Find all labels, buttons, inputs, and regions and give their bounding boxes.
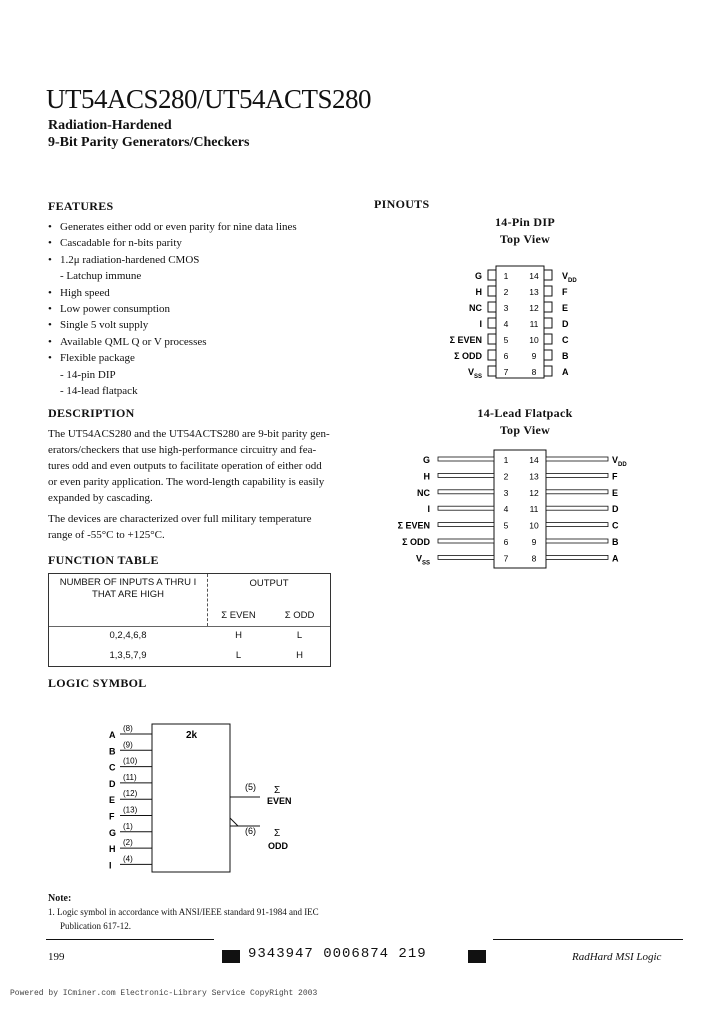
flat-right-lead [546,506,608,510]
pin-label: NC [417,487,430,498]
feature-item: • Generates either odd or even parity for nine data lines [48,219,348,235]
dip-pin-number: 13 [529,287,539,297]
dip-pin-number: 9 [531,351,537,361]
pinouts-heading: PINOUTS [374,197,430,211]
bullet: • [48,352,52,365]
input-name: E [109,795,116,806]
bullet: • [48,303,52,316]
barcode-block-left [222,950,240,963]
dip-pin-number: 2 [503,287,509,297]
flat-pin-number: 14 [529,455,539,465]
pin-label: G [474,271,482,281]
pin-label: Σ EVEN [449,335,482,345]
pin-label: A [562,367,569,377]
logic-symbol-heading: LOGIC SYMBOL [48,676,147,690]
flat-left-lead [438,506,494,510]
function-table [48,573,331,667]
input-name: I [109,860,112,871]
pin-label: E [612,487,619,498]
bullet: • [48,335,52,348]
dip-pins [450,270,578,380]
flat-left-lead [438,490,494,494]
input-name: C [109,762,116,773]
feature-item: • Available QML Q or V processes [48,334,348,350]
flatpack-pins [398,455,628,566]
flat-left-lead [438,555,494,559]
flat-left-lead [438,539,494,543]
pin-label: $V_{SS}$ [467,367,482,380]
flat-right-lead [546,523,608,527]
description-line: erators/checkers that use high-performance circuitry and fea- [48,444,317,456]
pin-label: C [612,520,619,531]
odd-output-label: ODD [268,841,288,851]
logic-symbol-diagram [100,718,310,880]
input-pin-number: (13) [123,805,138,815]
feature-item: - Latchup immune [60,270,142,283]
dip-right-pin-stub [544,270,552,280]
feature-item: • 1.2μ radiation-hardened CMOS [48,252,348,268]
dip-pin-number: 8 [531,367,537,377]
dip-right-pin-stub [544,286,552,296]
pin-label: B [562,351,569,361]
input-pin-number: (2) [123,838,133,848]
table-row-2-even: L [235,650,242,661]
flatpack-title: 14-Lead Flatpack Top View [477,406,573,437]
bullet: • [48,253,52,266]
flat-pin-number: 11 [529,504,539,515]
dip-pin-number: 14 [529,271,539,281]
dip-pin-number: 1 [503,271,509,281]
footer-credit: Powered by ICminer.com Electronic-Library Service CopyRight 2003 [10,989,318,998]
function-table-heading: FUNCTION TABLE [48,553,159,567]
dip-left-pin-stub [488,350,496,360]
dip-title: 14-Pin DIP Top View [495,215,555,246]
input-pin-number: (11) [123,772,137,782]
dip-pin-number: 5 [503,335,509,345]
even-output-label: EVEN [267,796,292,806]
page-number: 199 [48,951,65,963]
bullet: • [48,286,52,299]
input-name: H [109,844,116,855]
feature-item: • Single 5 volt supply [48,317,348,333]
input-pin-number: (9) [123,740,133,750]
bullet: • [48,319,52,332]
flat-pin-number: 6 [503,537,509,547]
pin-label: D [562,319,569,329]
feature-item: • Flexible package [48,350,348,366]
logic-block-label: 2k [186,730,198,741]
description-line: expanded by cascading. [48,492,153,504]
pin-label: $V_{DD}$ [562,271,577,284]
flat-pin-number: 12 [529,487,539,498]
dip-right-pin-stub [544,350,552,360]
footer-section-title: RadHard MSI Logic [572,951,662,963]
pin-label: E [562,303,569,313]
flat-pin-number: 1 [503,455,509,465]
feature-item: • Low power consumption [48,301,348,317]
pin-label: A [612,553,619,564]
pin-label: B [612,537,619,547]
flat-pin-number: 9 [531,537,537,547]
dip-pin-number: 4 [503,319,509,329]
table-rule [49,626,330,627]
dip-left-pin-stub [488,318,496,328]
note-text: 1. Logic symbol in accordance with ANSI/IEEE standard 91-1984 and IEC Publication 617-12. [48,907,319,931]
pin-label: I [479,319,482,329]
even-output-sigma: Σ [274,785,281,796]
flat-pin-number: 10 [529,520,539,531]
table-row-1-even: H [235,630,242,641]
dip-pin-number: 6 [503,351,509,361]
flat-left-lead [438,473,494,477]
input-pin-number: (4) [123,854,133,864]
pin-label: Σ ODD [402,537,430,547]
description-line: The UT54ACS280 and the UT54ACTS280 are 9-bit parity gen- [48,428,330,440]
function-table-output-header: OUTPUT [249,578,289,589]
pin-label: $V_{SS}$ [415,553,430,567]
flat-pin-number: 7 [503,553,509,564]
flat-pin-number: 3 [503,487,509,498]
flat-pin-number: 8 [531,553,537,564]
subtitle-line-2: 9-Bit Parity Generators/Checkers [48,135,250,150]
logic-block [152,724,230,872]
pin-label: G [422,455,430,465]
input-name: B [109,746,116,757]
flat-left-lead [438,523,494,527]
pin-label: $V_{DD}$ [612,455,627,468]
dip-package-diagram [420,262,600,382]
table-row-1-odd: L [296,630,303,641]
flat-right-lead [546,457,608,461]
flat-right-lead [546,473,608,477]
dip-right-pin-stub [544,302,552,312]
odd-output-pin: (6) [245,826,256,836]
dip-right-pin-stub [544,366,552,376]
features-heading: FEATURES [48,199,114,213]
pin-label: H [475,287,482,297]
pin-label: F [612,471,618,482]
table-row-2-odd: H [296,650,303,661]
pin-label: I [427,504,430,515]
flat-pin-number: 2 [503,471,509,482]
description-line: or even parity application. The word-length capability is easily [48,476,325,488]
page-title: UT54ACS280/UT54ACTS280 [46,84,372,114]
input-name: F [109,811,115,822]
dip-left-pin-stub [488,286,496,296]
dip-left-pin-stub [488,334,496,344]
dip-pin-number: 3 [503,303,509,313]
input-pin-number: (1) [123,821,133,831]
dip-left-pin-stub [488,366,496,376]
pin-label: C [562,335,569,345]
pin-label: Σ EVEN [397,520,430,531]
input-name: G [109,827,117,838]
logic-inputs [109,724,152,870]
dip-pin-number: 10 [529,335,539,345]
odd-output-sigma: Σ [274,828,281,839]
bullet: • [48,237,52,250]
flat-pin-number: 5 [503,520,509,531]
input-name: D [109,778,116,789]
dip-pin-number: 7 [503,367,509,377]
feature-item: • Cascadable for n-bits parity [48,235,348,251]
description-heading: DESCRIPTION [48,406,135,420]
input-pin-number: (10) [123,756,138,766]
dip-right-pin-stub [544,318,552,328]
footer-rule-right [493,939,683,940]
table-row-1-inputs: 0,2,4,6,8 [109,630,147,641]
feature-item: - 14-pin DIP [60,368,116,381]
feature-item: • High speed [48,285,348,301]
flat-right-lead [546,539,608,543]
description-line: range of -55°C to +125°C. [48,529,165,541]
page-subtitle [48,117,249,151]
even-output-pin: (5) [245,782,256,792]
function-table-odd-header: Σ ODD [284,610,315,621]
note-rule [46,939,214,940]
flat-right-lead [546,490,608,494]
pin-label: D [612,504,619,515]
dip-left-pin-stub [488,270,496,280]
function-table-even-header: Σ EVEN [221,610,256,621]
pin-label: Σ ODD [454,351,482,361]
pin-label: F [562,287,568,297]
dip-right-pin-stub [544,334,552,344]
flat-right-lead [546,555,608,559]
barcode-number: 9343947 0006874 219 [248,946,427,962]
input-pin-number: (8) [123,724,133,733]
description-paragraph-2 [48,511,358,543]
barcode-block-right [468,950,486,963]
odd-output-negation [230,818,238,826]
feature-item: - 14-lead flatpack [60,385,138,398]
flatpack-diagram [380,448,650,570]
subtitle-line-1: Radiation-Hardened [48,118,172,133]
input-pin-number: (12) [123,789,138,799]
input-name: A [109,730,116,740]
note-heading: Note: [48,893,72,904]
flat-left-lead [438,457,494,461]
flat-pin-number: 13 [529,471,539,482]
dip-pin-number: 12 [529,303,539,313]
table-row-2-inputs: 1,3,5,7,9 [109,650,147,661]
pin-label: H [423,471,430,482]
features-list [48,219,348,399]
function-table-inputs-header: NUMBER OF INPUTS A THRU I THAT ARE HIGH [59,577,197,600]
description-line: The devices are characterized over full military temperature [48,513,312,525]
dip-pin-number: 11 [529,319,539,329]
bullet: • [48,221,52,233]
description-paragraph-1 [48,426,358,506]
dip-left-pin-stub [488,302,496,312]
description-line: tures odd and even outputs to facilitate operation of either odd [48,460,322,472]
pin-label: NC [469,303,482,313]
flat-pin-number: 4 [503,504,509,515]
